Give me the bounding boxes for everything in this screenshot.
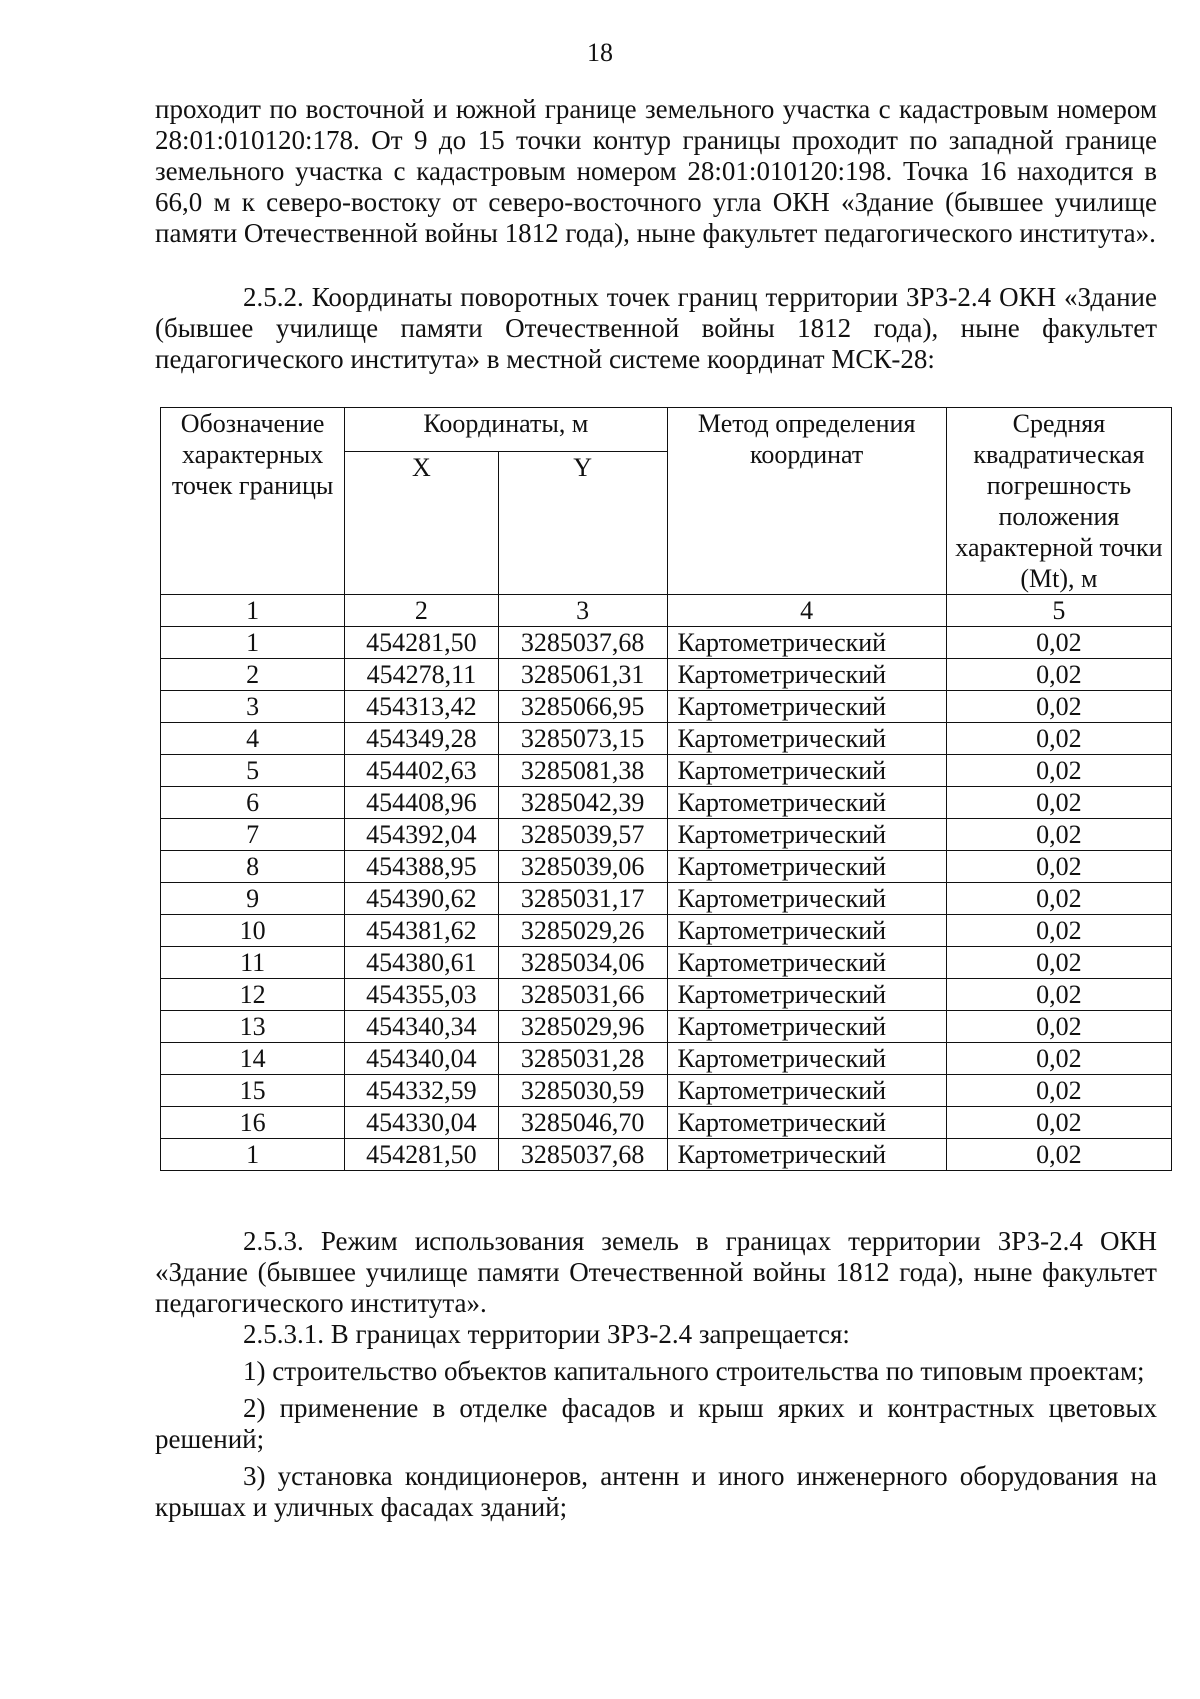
table-row <box>161 723 1172 755</box>
cell-error: 0,02 <box>946 851 1171 883</box>
table-row <box>161 1139 1172 1171</box>
cell-x: 454281,50 <box>345 1139 498 1171</box>
cell-error: 0,02 <box>946 1139 1171 1171</box>
cell-error: 0,02 <box>946 979 1171 1011</box>
cell-method: Картометрический <box>667 1043 946 1075</box>
column-number: 1 <box>161 595 345 627</box>
cell-error: 0,02 <box>946 1107 1171 1139</box>
header-y: Y <box>498 452 667 595</box>
cell-y: 3285031,28 <box>498 1043 667 1075</box>
cell-method: Картометрический <box>667 1139 946 1171</box>
cell-x: 454408,96 <box>345 787 498 819</box>
list-item: 1) строительство объектов капитального строительства по типовым проектам; <box>243 1356 1145 1386</box>
cell-point: 1 <box>161 1139 345 1171</box>
cell-error: 0,02 <box>946 659 1171 691</box>
cell-method: Картометрический <box>667 851 946 883</box>
cell-y: 3285081,38 <box>498 755 667 787</box>
cell-x: 454332,59 <box>345 1075 498 1107</box>
cell-y: 3285061,31 <box>498 659 667 691</box>
cell-point: 15 <box>161 1075 345 1107</box>
column-number: 5 <box>946 595 1171 627</box>
cell-method: Картометрический <box>667 883 946 915</box>
cell-error: 0,02 <box>946 1011 1171 1043</box>
table-row <box>161 755 1172 787</box>
table-row <box>161 659 1172 691</box>
cell-method: Картометрический <box>667 659 946 691</box>
cell-error: 0,02 <box>946 947 1171 979</box>
cell-point: 16 <box>161 1107 345 1139</box>
cell-x: 454355,03 <box>345 979 498 1011</box>
table-row <box>161 947 1172 979</box>
cell-x: 454402,63 <box>345 755 498 787</box>
cell-x: 454392,04 <box>345 819 498 851</box>
cell-error: 0,02 <box>946 1075 1171 1107</box>
cell-method: Картометрический <box>667 915 946 947</box>
list-item: 3) установка кондиционеров, антенн и иного инженерного оборудования на крышах и уличных фасадах зданий; <box>155 1461 1157 1522</box>
cell-x: 454281,50 <box>345 627 498 659</box>
cell-method: Картометрический <box>667 723 946 755</box>
table-row <box>161 1011 1172 1043</box>
cell-error: 0,02 <box>946 787 1171 819</box>
column-number: 3 <box>498 595 667 627</box>
cell-x: 454340,04 <box>345 1043 498 1075</box>
cell-y: 3285031,66 <box>498 979 667 1011</box>
cell-y: 3285034,06 <box>498 947 667 979</box>
cell-method: Картометрический <box>667 627 946 659</box>
table-row <box>161 627 1172 659</box>
cell-method: Картометрический <box>667 1075 946 1107</box>
cell-method: Картометрический <box>667 1011 946 1043</box>
table-row <box>161 1043 1172 1075</box>
cell-y: 3285039,06 <box>498 851 667 883</box>
header-coords: Координаты, м <box>345 408 667 452</box>
cell-x: 454278,11 <box>345 659 498 691</box>
table-row <box>161 883 1172 915</box>
cell-y: 3285073,15 <box>498 723 667 755</box>
cell-x: 454330,04 <box>345 1107 498 1139</box>
cell-error: 0,02 <box>946 723 1171 755</box>
cell-method: Картометрический <box>667 755 946 787</box>
header-point: Обозначение характерных точек границы <box>161 408 345 595</box>
cell-method: Картометрический <box>667 979 946 1011</box>
cell-error: 0,02 <box>946 883 1171 915</box>
list-item: 2) применение в отделке фасадов и крыш ярких и контрастных цветовых решений; <box>155 1393 1157 1454</box>
table-row <box>161 787 1172 819</box>
cell-error: 0,02 <box>946 627 1171 659</box>
cell-x: 454313,42 <box>345 691 498 723</box>
cell-point: 11 <box>161 947 345 979</box>
section-2-5-3-block <box>155 1226 1157 1523</box>
cell-error: 0,02 <box>946 819 1171 851</box>
cell-error: 0,02 <box>946 691 1171 723</box>
cell-method: Картометрический <box>667 787 946 819</box>
cell-y: 3285046,70 <box>498 1107 667 1139</box>
cell-point: 1 <box>161 627 345 659</box>
intro-block <box>155 94 1157 249</box>
cell-method: Картометрический <box>667 819 946 851</box>
section-2-5-3-1-text: 2.5.3.1. В границах территории ЗРЗ-2.4 запрещается: <box>243 1319 850 1349</box>
cell-point: 7 <box>161 819 345 851</box>
table-row <box>161 1107 1172 1139</box>
table-row <box>161 1075 1172 1107</box>
cell-y: 3285030,59 <box>498 1075 667 1107</box>
cell-error: 0,02 <box>946 755 1171 787</box>
cell-y: 3285042,39 <box>498 787 667 819</box>
section-2-5-3-text: 2.5.3. Режим использования земель в границах территории ЗРЗ-2.4 ОКН «Здание (бывшее училище памяти Отечественной войны 1812 года), ныне факультет педагогического института». <box>155 1226 1157 1318</box>
cell-error: 0,02 <box>946 915 1171 947</box>
column-number: 2 <box>345 595 498 627</box>
table-row <box>161 915 1172 947</box>
cell-x: 454380,61 <box>345 947 498 979</box>
table-row <box>161 819 1172 851</box>
coordinates-table <box>160 407 1172 1171</box>
table-row <box>161 851 1172 883</box>
cell-y: 3285037,68 <box>498 627 667 659</box>
cell-y: 3285039,57 <box>498 819 667 851</box>
cell-point: 6 <box>161 787 345 819</box>
cell-y: 3285037,68 <box>498 1139 667 1171</box>
cell-x: 454388,95 <box>345 851 498 883</box>
cell-point: 5 <box>161 755 345 787</box>
cell-error: 0,02 <box>946 1043 1171 1075</box>
cell-x: 454381,62 <box>345 915 498 947</box>
page-number: 18 <box>587 38 613 67</box>
cell-point: 12 <box>161 979 345 1011</box>
cell-y: 3285066,95 <box>498 691 667 723</box>
cell-x: 454340,34 <box>345 1011 498 1043</box>
cell-point: 14 <box>161 1043 345 1075</box>
section-2-5-2-block <box>155 282 1157 375</box>
cell-point: 13 <box>161 1011 345 1043</box>
cell-point: 9 <box>161 883 345 915</box>
header-error: Средняя квадратическая погрешность положения характерной точки (Mt), м <box>946 408 1171 595</box>
cell-y: 3285029,96 <box>498 1011 667 1043</box>
cell-method: Картометрический <box>667 1107 946 1139</box>
cell-method: Картометрический <box>667 691 946 723</box>
section-2-5-2-text: 2.5.2. Координаты поворотных точек границ территории ЗРЗ-2.4 ОКН «Здание (бывшее училище памяти Отечественной войны 1812 года), ныне факультет педагогического института» в местной системе координат МСК-28: <box>155 282 1157 374</box>
cell-point: 2 <box>161 659 345 691</box>
intro-paragraph: проходит по восточной и южной границе земельного участка с кадастровым номером 28:01:010120:178. От 9 до 15 точки контур границы проходит по западной границе земельного участка с кадастровым номером 28:01:010120:198. Точка 16 находится в 66,0 м к северо-востоку от северо-восточного угла ОКН «Здание (бывшее училище памяти Отечественной войны 1812 года), ныне факультет педагогического института». <box>155 94 1157 248</box>
cell-y: 3285031,17 <box>498 883 667 915</box>
cell-point: 4 <box>161 723 345 755</box>
cell-y: 3285029,26 <box>498 915 667 947</box>
header-method: Метод определения координат <box>667 408 946 595</box>
cell-point: 8 <box>161 851 345 883</box>
table-row <box>161 691 1172 723</box>
cell-point: 3 <box>161 691 345 723</box>
column-number: 4 <box>667 595 946 627</box>
table-row <box>161 979 1172 1011</box>
header-x: X <box>345 452 498 595</box>
cell-point: 10 <box>161 915 345 947</box>
cell-method: Картометрический <box>667 947 946 979</box>
cell-x: 454349,28 <box>345 723 498 755</box>
cell-x: 454390,62 <box>345 883 498 915</box>
